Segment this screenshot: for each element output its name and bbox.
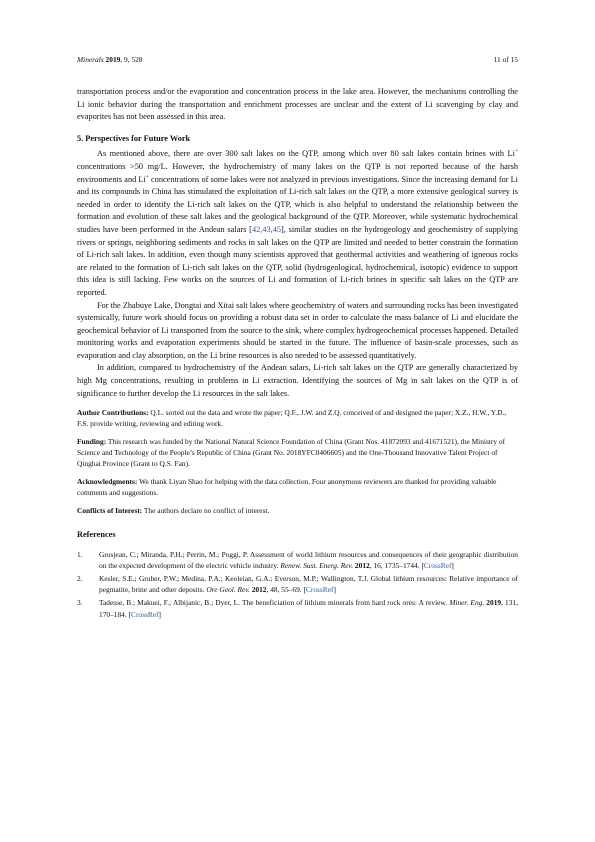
- conflicts-of-interest: Conflicts of Interest: The authors declare no conflict of interest.: [77, 506, 270, 516]
- page-counter: 11 of 15: [493, 55, 518, 64]
- paragraph-1: As mentioned above, there are over 300 salt lakes on the QTP, among which over 80 salt lakes contain brines with Li+ concentrations >50 mg/L. However, the hydrochemistry of many lakes on the QTP is not reported because of the harsh environments and Li+ concentrations of some lakes were not analyzed in previous investigations. Since the increasing demand for Li and its compounds in China has stimulated the exploitation of Li-rich salt lakes on the QTP, a more extensive geological survey is needed in order to identify the Li-rich salt lakes on the QTP, which is also helpful to understand the relationship between the formation and evolution of these salt lakes and the geological background of the QTP. Moreover, while systematic hydrochemical studies have been performed in the Andean salars [42,43,45], similar studies on the hydrogeology and geochemistry of supplying rivers or springs, neighboring sediments and rocks in salt lakes on the QTP are limited and needed to better constrain the formation of Li-rich salt lakes. In addition, even though many scientists approved that geothermal activities and weathering of igneous rocks are related to the formation of Li-rich salt lakes on the QTP, solid (hydrogeological, hydrochemical, isotopic) evidence to support this idea is still lacking. Few works on the sources of Li and formation of Li-rich brines in specific salt lakes on the QTP are reported.: [77, 148, 519, 297]
- paragraph-2: For the Zhabuye Lake, Dongtai and Xitai salt lakes where geochemistry of waters and surrounding rocks has been investigated systemically, future work should focus on providing a robust data set in order to calculate the mass balance of Li and elucidate the geochemical behavior of Li transported from the source to the sink, where complex hydrogeochemical processes happened. Detailed monitoring works and evaporation experiments should be started in the future. The influence of basin-scale processes, such as evaporation and clay absorption, on the Li brine resources is also needed to be assessed quantitatively.: [77, 300, 518, 360]
- crossref-link[interactable]: CrossRef: [305, 585, 334, 595]
- continued-paragraph: transportation process and/or the evaporation and concentration process in the lake area. However, the mechanisms controlling the Li ionic behavior during the transportation and enrichment processes are unclear and the extent of Li scavenging by clay and evaporites has not been assessed in this area.: [77, 87, 518, 122]
- paragraph-3: In addition, compared to hydrochemistry of the Andean salars, Li-rich salt lakes on the QTP are generally characterized by high Mg concentrations, resulting in problems in Li extraction. Identifying the sources of Mg in salt lakes on the QTP is of significance to further develop the Li resources in the salt lakes.: [77, 363, 518, 398]
- section-heading: 5. Perspectives for Future Work: [77, 133, 191, 143]
- journal-year: 2019: [105, 55, 121, 64]
- reference-item: 2. Kesler, S.E.; Gruber, P.W.; Medina, P.A.; Keoleian, G.A.; Everson, M.P.; Wallington, T.J. Global lithium resources: Relative importance of pegmatite, brine and other deposits. Ore Geol. Rev. 2012, 48, 55–69. [CrossRef]: [77, 574, 518, 595]
- crossref-link[interactable]: CrossRef: [131, 609, 159, 619]
- reference-list: [77, 549, 518, 620]
- citation-link[interactable]: 42,43,45: [251, 224, 281, 234]
- journal-name: Minerals: [77, 55, 104, 64]
- acknowledgments: Acknowledgments: We thank Liyan Shao for helping with the data collection. Four anonymous reviewers are thanked for providing valuable comments and suggestions.: [77, 477, 497, 497]
- journal-citation: [77, 55, 143, 64]
- reference-item: 1. Grosjean, C.; Miranda, P.H.; Perrin, M.; Poggi, P. Assessment of world lithium resources and consequences of their geographic distribution on the expected development of the electric vehicle industry. Renew. Sust. Energ. Rev. 2012, 16, 1735–1744. [CrossRef]: [77, 549, 518, 570]
- volume-pages: , 9, 528: [120, 55, 143, 64]
- author-contributions: Author Contributions: Q.L. sorted out the data and wrote the paper; Q.F., J.W. and Z.Q. conceived of and designed the paper; X.Z., H.W., Y.D., F.S. provide writing, reviewing and editing work.: [77, 408, 507, 428]
- reference-item: 3. Tadesse, B.; Makuei, F.; Albijanic, B.; Dyer, L. The beneficiation of lithium minerals from hard rock ores: A review. Miner. Eng. 2019, 131, 170–184. [CrossRef]: [77, 598, 518, 619]
- crossref-link[interactable]: CrossRef: [423, 560, 452, 570]
- references-heading: References: [77, 530, 116, 539]
- funding-statement: Funding: This research was funded by the National Natural Science Foundation of China (Grant Nos. 41872093 and 41671521), the Ministry of Science and Technology of the People’s Republic of China (Grant No. 2018YFC0406605) and the One-Thousand Innovative Talent Project of Qinghai Province (Grant to Q.S. Fan).: [77, 437, 506, 468]
- article-body: [77, 86, 518, 622]
